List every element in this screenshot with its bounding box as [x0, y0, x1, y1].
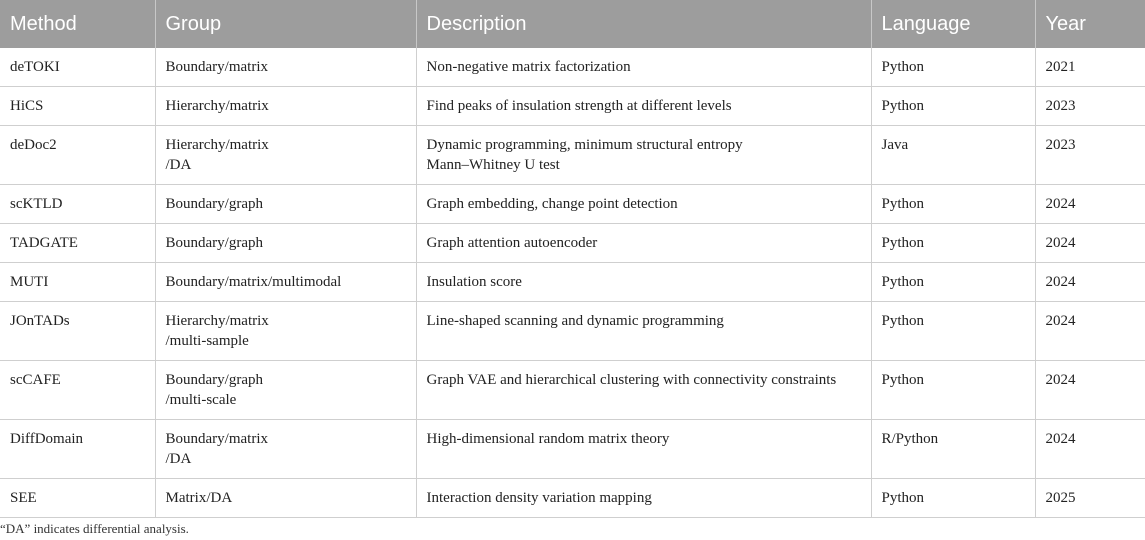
cell-language: Python: [871, 361, 1035, 420]
cell-group: [155, 87, 416, 126]
cell-year: 2023: [1035, 126, 1145, 185]
cell-description: [416, 48, 871, 87]
footnote: “DA” indicates differential analysis.: [0, 521, 189, 536]
table-row: [0, 224, 1145, 263]
cell-description: [416, 126, 871, 185]
cell-description: [416, 224, 871, 263]
cell-group: [155, 479, 416, 518]
cell-method: DiffDomain: [0, 420, 155, 479]
cell-group-line: /multi-scale: [165, 392, 237, 408]
cell-language: Python: [871, 302, 1035, 361]
header-group: Group: [155, 0, 416, 48]
cell-group-line: Boundary/matrix/multimodal: [165, 274, 342, 290]
cell-method: deTOKI: [0, 48, 155, 87]
cell-group: [155, 263, 416, 302]
cell-language: Python: [871, 479, 1035, 518]
cell-description-line: High-dimensional random matrix theory: [426, 431, 670, 447]
cell-group-line: Boundary/graph: [165, 196, 263, 212]
header-method: Method: [0, 0, 155, 48]
cell-description-line: Interaction density variation mapping: [426, 490, 652, 506]
cell-description: [416, 87, 871, 126]
cell-description: [416, 361, 871, 420]
cell-method: MUTI: [0, 263, 155, 302]
cell-method: deDoc2: [0, 126, 155, 185]
cell-description-line: Insulation score: [426, 274, 522, 290]
cell-year: 2023: [1035, 87, 1145, 126]
header-row: [0, 0, 1145, 48]
cell-description-line: Graph embedding, change point detection: [426, 196, 678, 212]
cell-description: [416, 263, 871, 302]
cell-group-line: /DA: [165, 157, 192, 173]
cell-language: Java: [871, 126, 1035, 185]
cell-method: scKTLD: [0, 185, 155, 224]
cell-description-line: Line-shaped scanning and dynamic programming: [426, 313, 724, 329]
cell-group: [155, 224, 416, 263]
cell-group-line: Matrix/DA: [165, 490, 233, 506]
cell-description-line: Find peaks of insulation strength at different levels: [426, 98, 732, 114]
header-year: Year: [1035, 0, 1145, 48]
table-row: [0, 361, 1145, 420]
cell-language: Python: [871, 263, 1035, 302]
cell-group: [155, 420, 416, 479]
cell-group-line: /multi-sample: [165, 333, 249, 349]
cell-group-line: Boundary/matrix: [165, 59, 268, 75]
table-row: [0, 185, 1145, 224]
cell-description: [416, 420, 871, 479]
cell-group: [155, 48, 416, 87]
table-row: [0, 48, 1145, 87]
cell-year: 2025: [1035, 479, 1145, 518]
cell-group-line: Hierarchy/matrix: [165, 137, 269, 153]
table-row: [0, 479, 1145, 518]
cell-year: 2024: [1035, 185, 1145, 224]
cell-language: R/Python: [871, 420, 1035, 479]
cell-method: HiCS: [0, 87, 155, 126]
table-row: [0, 263, 1145, 302]
cell-group: [155, 126, 416, 185]
cell-description: [416, 479, 871, 518]
cell-year: 2021: [1035, 48, 1145, 87]
cell-method: JOnTADs: [0, 302, 155, 361]
cell-description-line: Graph VAE and hierarchical clustering with connectivity constraints: [426, 372, 837, 388]
table-row: [0, 87, 1145, 126]
cell-year: 2024: [1035, 224, 1145, 263]
table-row: [0, 420, 1145, 479]
cell-language: Python: [871, 185, 1035, 224]
cell-method: scCAFE: [0, 361, 155, 420]
cell-group-line: Hierarchy/matrix: [165, 98, 269, 114]
header-language: Language: [871, 0, 1035, 48]
cell-description-line: Mann–Whitney U test: [426, 157, 560, 173]
cell-method: SEE: [0, 479, 155, 518]
cell-language: Python: [871, 48, 1035, 87]
cell-description-line: Non-negative matrix factorization: [426, 59, 631, 75]
cell-group-line: Boundary/graph: [165, 372, 263, 388]
cell-group-line: Hierarchy/matrix: [165, 313, 269, 329]
cell-language: Python: [871, 87, 1035, 126]
cell-description: [416, 302, 871, 361]
cell-year: 2024: [1035, 420, 1145, 479]
cell-description-line: Dynamic programming, minimum structural entropy: [426, 137, 743, 153]
table-row: [0, 302, 1145, 361]
table-row: [0, 126, 1145, 185]
cell-group-line: Boundary/graph: [165, 235, 263, 251]
cell-language: Python: [871, 224, 1035, 263]
header-description: Description: [416, 0, 871, 48]
cell-group: [155, 361, 416, 420]
cell-description: [416, 185, 871, 224]
table-body: [0, 48, 1145, 518]
cell-group: [155, 185, 416, 224]
cell-description-line: Graph attention autoencoder: [426, 235, 598, 251]
cell-group-line: /DA: [165, 451, 192, 467]
cell-year: 2024: [1035, 302, 1145, 361]
cell-year: 2024: [1035, 263, 1145, 302]
cell-group-line: Boundary/matrix: [165, 431, 268, 447]
cell-year: 2024: [1035, 361, 1145, 420]
cell-method: TADGATE: [0, 224, 155, 263]
cell-group: [155, 302, 416, 361]
